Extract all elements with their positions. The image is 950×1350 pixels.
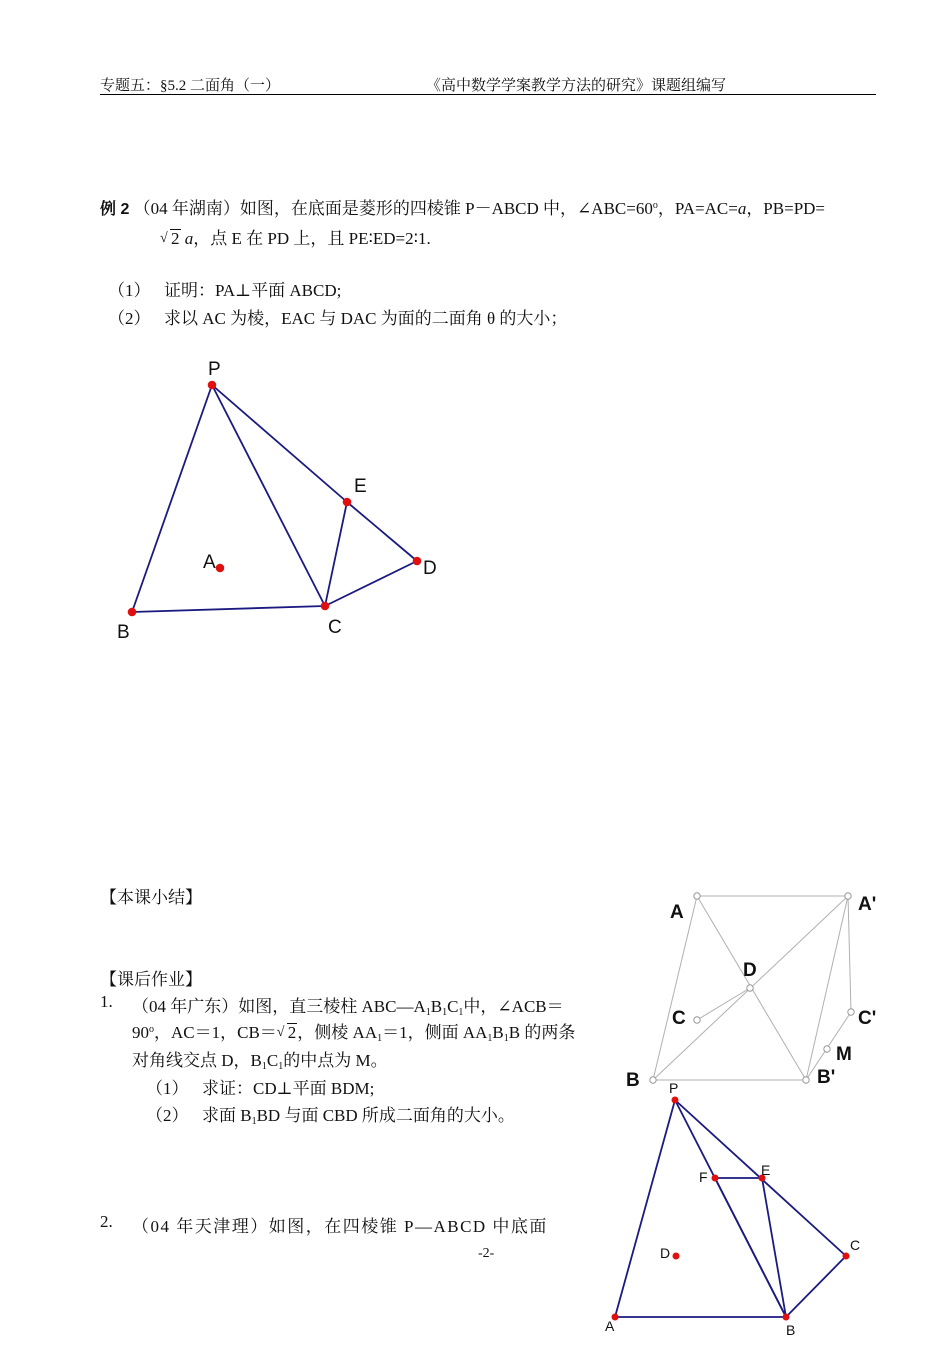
- label-A-prime: A': [858, 894, 877, 915]
- header-left: 专题五：§5.2 二面角（一）: [100, 78, 281, 94]
- label-F: F: [699, 1169, 708, 1185]
- hw1-q1-number: （1）: [146, 1079, 189, 1098]
- header-right: 《高中数学学案教学方法的研究》课题组编写: [426, 78, 727, 94]
- hw1-line1: （04 年广东）如图，直三棱柱 $ABC—A_1B_1C_1$中，∠ACB＝: [132, 997, 564, 1018]
- point-B: [783, 1314, 790, 1321]
- label-B-prime: B': [817, 1067, 836, 1088]
- homework-heading: 【课后作业】: [100, 970, 202, 989]
- q1-text: 证明：PA⊥平面 ABCD;: [164, 281, 342, 300]
- point-P: [672, 1097, 679, 1104]
- label-A: A: [605, 1318, 615, 1334]
- label-C: C: [328, 617, 342, 638]
- point-C: [843, 1253, 850, 1260]
- label-C: C: [850, 1237, 861, 1253]
- label-C-prime: C': [858, 1008, 877, 1029]
- hw1-number: 1.: [100, 992, 113, 1011]
- label-M: M: [836, 1044, 852, 1065]
- label-D: D: [743, 960, 757, 981]
- sqrt-symbol: √ 2: [160, 229, 180, 248]
- q2-text: 求以 AC 为棱，EAC 与 DAC 为面的二面角 θ 的大小；: [164, 309, 568, 328]
- hw1-q2-number: （2）: [146, 1106, 189, 1125]
- hw2-text: （04 年天津理）如图，在四棱锥 P—ABCD 中底面: [132, 1217, 548, 1236]
- edge-BC: [786, 1256, 846, 1317]
- label-B: B: [626, 1070, 640, 1091]
- label-A: A: [670, 902, 684, 923]
- point-F: [712, 1175, 719, 1182]
- label-C: C: [672, 1008, 686, 1029]
- point-D: [673, 1253, 680, 1260]
- edge-FB: [715, 1178, 786, 1317]
- label-D: D: [423, 558, 437, 579]
- example2-line1: 例 2 （04 年湖南）如图，在底面是菱形的四棱锥 P－ABCD 中，$\angle ABC=60^o$，PA=AC=a，PB=PD=: [100, 199, 826, 218]
- label-D: D: [660, 1245, 671, 1261]
- label-A: A: [203, 552, 216, 573]
- hw1-q2-text: 求面 $B_1BD$ 与面 CBD 所成二面角的大小。: [202, 1106, 515, 1127]
- hw1-line2: 90$^o$，AC＝1，CB＝ √ 2，侧棱 $AA_1=1$，侧面 $AA_1B_1B$ 的两条: [132, 1023, 576, 1044]
- label-P: P: [208, 359, 221, 380]
- page-number: -2-: [478, 1246, 495, 1261]
- label-B: B: [117, 622, 130, 643]
- sqrt-symbol-2: √ 2: [276, 1023, 297, 1042]
- example-label: 例 2: [100, 201, 130, 218]
- label-B: B: [786, 1322, 796, 1338]
- label-E: E: [354, 476, 367, 497]
- hw1-q1-text: 求证：CD⊥平面 BDM;: [202, 1079, 375, 1098]
- edge-PA: [615, 1100, 675, 1317]
- q2-number: （2）: [108, 309, 151, 328]
- example2-line2: √ 2 a，点 E 在 PD 上，且 PE∶ED=2∶1.: [160, 229, 431, 248]
- hw2-number: 2.: [100, 1212, 113, 1231]
- label-E: E: [761, 1162, 771, 1178]
- summary-heading: 【本课小结】: [100, 888, 202, 907]
- label-P: P: [669, 1080, 679, 1096]
- q1-number: （1）: [108, 281, 151, 300]
- hw1-line3: 对角线交点 D，$B_1C_1$的中点为 M。: [132, 1051, 388, 1072]
